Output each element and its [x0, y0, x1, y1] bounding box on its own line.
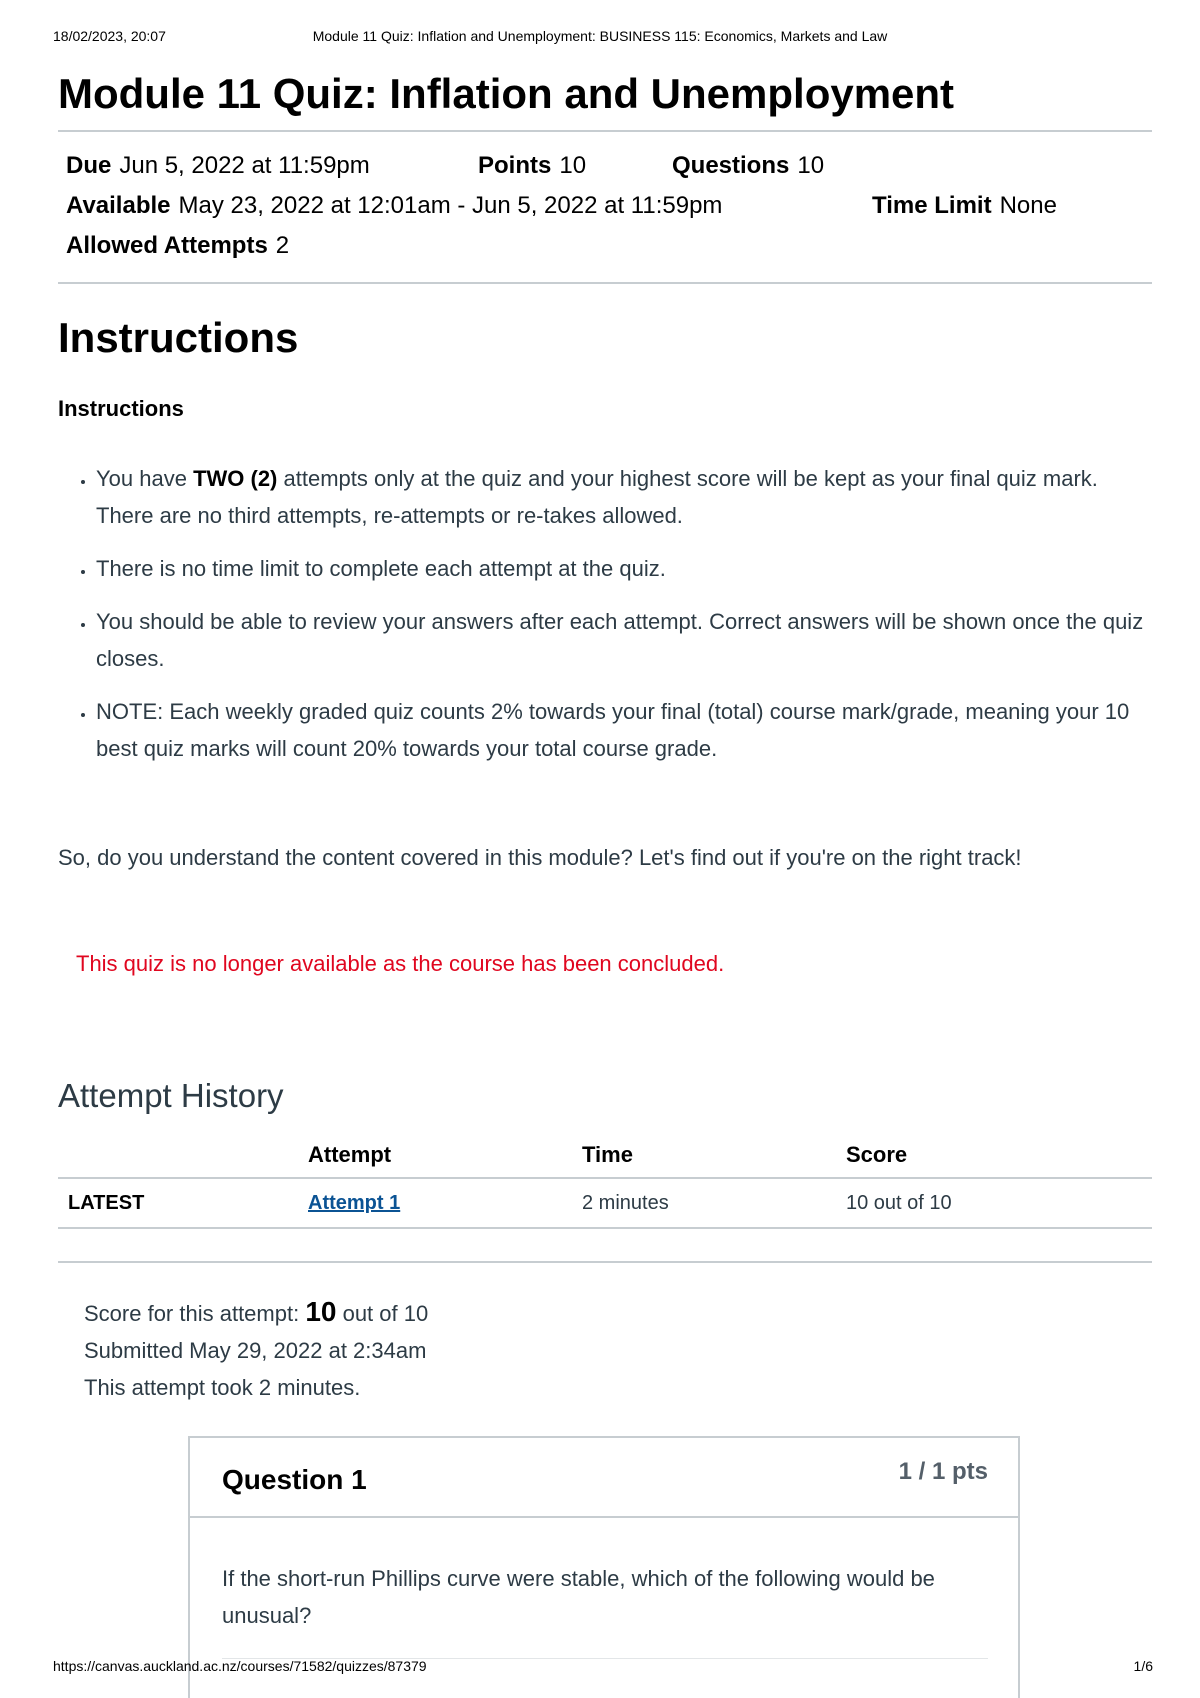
column-header: Score: [836, 1141, 1152, 1178]
column-header: Attempt: [298, 1141, 572, 1178]
due-value: Jun 5, 2022 at 11:59pm: [119, 152, 370, 179]
divider: [58, 1261, 1152, 1263]
available-label: Available: [66, 192, 171, 219]
questions-count: [672, 146, 824, 186]
score-suffix: out of 10: [336, 1301, 429, 1326]
rule-emphasis: TWO (2): [193, 466, 278, 491]
questions-value: 10: [797, 152, 825, 179]
score-prefix: Score for this attempt:: [84, 1301, 306, 1326]
allowed-attempts-value: 2: [275, 232, 290, 259]
column-header: Time: [572, 1141, 836, 1178]
availability: [66, 186, 722, 226]
quiz-title: Module 11 Quiz: Inflation and Unemployment: [58, 70, 955, 117]
print-document-title: Module 11 Quiz: Inflation and Unemployment: BUSINESS 115: Economics, Markets and Law: [312, 28, 888, 44]
details-row-2: [66, 186, 1144, 226]
due-label: Due: [66, 152, 112, 179]
concluded-notice: This quiz is no longer available as the course has been concluded.: [76, 951, 725, 976]
question-header: [190, 1438, 1018, 1518]
attempt-history-table: [58, 1141, 1152, 1229]
quiz-details: [58, 132, 1152, 282]
divider: [58, 282, 1152, 284]
attempt-summary: [84, 1293, 1152, 1406]
points: [478, 146, 586, 186]
due-date: [66, 146, 370, 186]
attempt-link[interactable]: Attempt 1: [308, 1191, 401, 1214]
question-points: 1 / 1 pts: [898, 1458, 988, 1485]
allowed-attempts-label: Allowed Attempts: [66, 232, 268, 259]
time-limit-value: None: [999, 192, 1057, 219]
attempt-duration: This attempt took 2 minutes.: [84, 1375, 361, 1400]
time-cell: 2 minutes: [572, 1178, 836, 1228]
allowed-attempts: [66, 226, 289, 266]
table-header-row: [58, 1141, 1152, 1178]
points-label: Points: [478, 152, 552, 179]
latest-tag: LATEST: [58, 1178, 298, 1228]
available-value: May 23, 2022 at 12:01am - Jun 5, 2022 at 11:59pm: [178, 192, 723, 219]
page-url: https://canvas.auckland.ac.nz/courses/71582/quizzes/87379: [53, 1658, 427, 1674]
attempt-cell: [298, 1178, 572, 1228]
list-item: • NOTE: Each weekly graded quiz counts 2% towards your final (total) course mark/grade, meaning your 10 best quiz marks will count 20% towards your total course grade.: [96, 693, 1152, 767]
details-row-3: [66, 226, 1144, 266]
submitted-time: Submitted May 29, 2022 at 2:34am: [84, 1338, 427, 1363]
page-number: 1/6: [1133, 1658, 1153, 1674]
lead-question: So, do you understand the content covered in this module? Let's find out if you're on the right track!: [58, 845, 1022, 870]
list-item: • There is no time limit to complete each attempt at the quiz.: [96, 550, 1152, 587]
list-item: • You should be able to review your answers after each attempt. Correct answers will be shown once the quiz closes.: [96, 603, 1152, 677]
score-cell: 10 out of 10: [836, 1178, 1152, 1228]
score-value: 10: [305, 1296, 337, 1327]
questions-label: Questions: [672, 152, 790, 179]
points-value: 10: [559, 152, 587, 179]
instructions-list: [58, 460, 1152, 767]
instructions-heading: Instructions: [58, 314, 299, 361]
instructions-subheading: Instructions: [58, 396, 184, 421]
time-limit: [872, 186, 1057, 226]
quiz-content: [58, 60, 1152, 1406]
rule-text-post: attempts only at the quiz and your highest score will be kept as your final quiz mark. There are no third attempts, re-attempts or re-takes allowed.: [96, 466, 1098, 528]
time-limit-label: Time Limit: [872, 192, 992, 219]
column-header: [58, 1141, 298, 1178]
print-header: [0, 28, 1200, 48]
attempt-score-line: [84, 1293, 1152, 1332]
print-date: 18/02/2023, 20:07: [53, 28, 166, 44]
details-row-1: [66, 146, 1144, 186]
list-item: [96, 460, 1152, 534]
attempt-history-heading: Attempt History: [58, 1077, 284, 1114]
question-text: If the short-run Phillips curve were stable, which of the following would be unusual?: [222, 1566, 935, 1628]
question-name: Question 1: [222, 1464, 367, 1495]
rule-text-pre: You have: [96, 466, 194, 491]
table-row: [58, 1178, 1152, 1228]
